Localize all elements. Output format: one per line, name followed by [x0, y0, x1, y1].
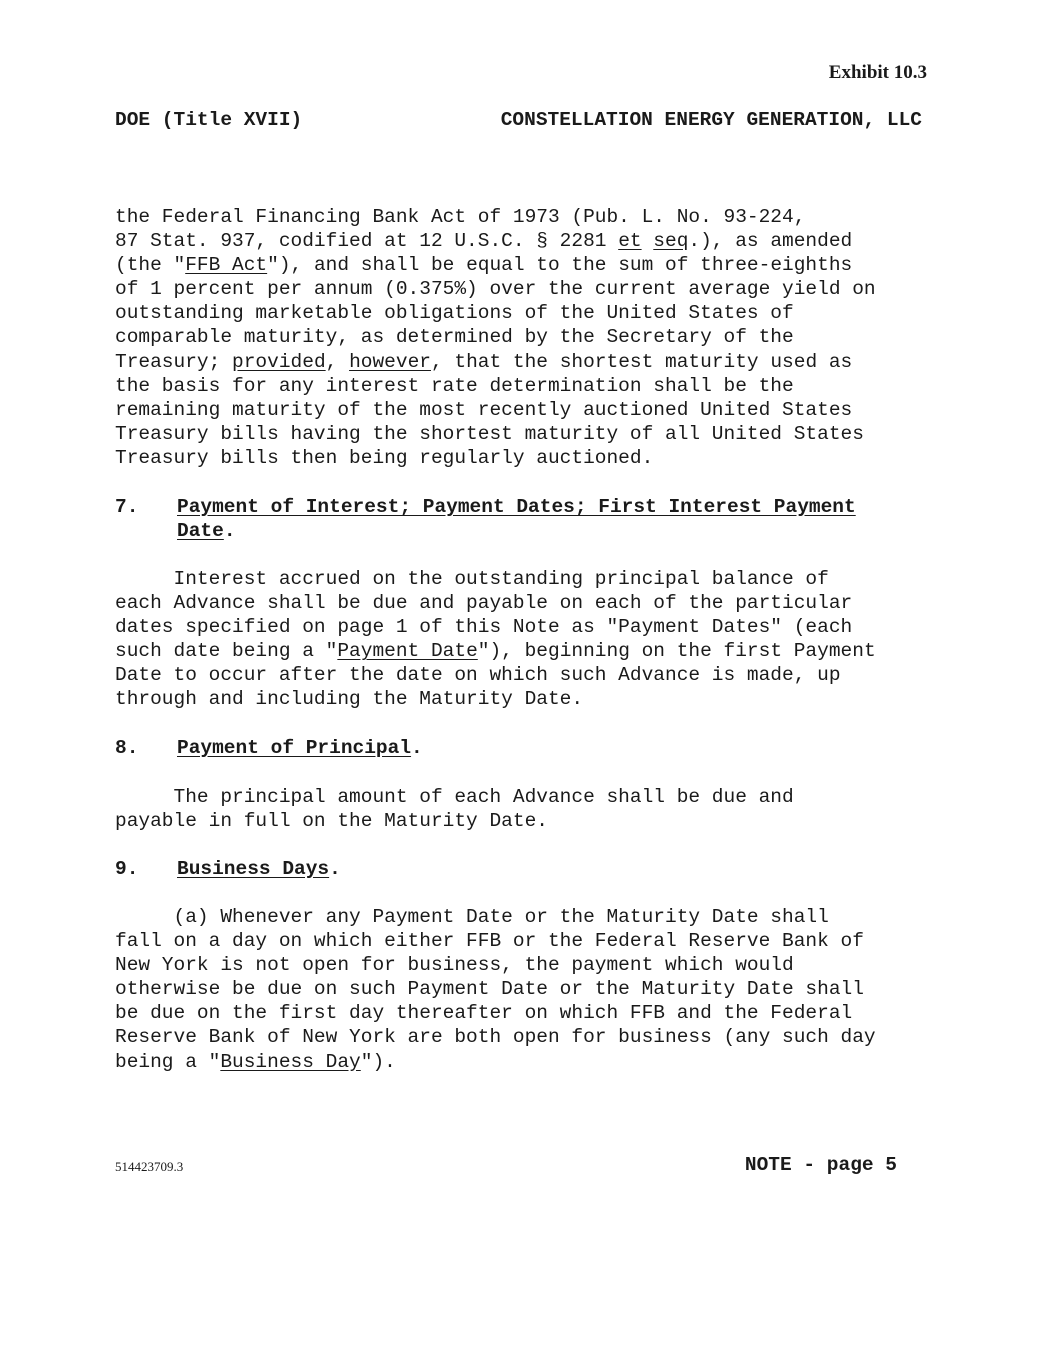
line: Interest accrued on the outstanding principal balance of — [115, 568, 829, 590]
header-right-company: CONSTELLATION ENERGY GENERATION, LLC — [500, 109, 922, 131]
line: the Federal Financing Bank Act of 1973 (Pub. L. No. 93-224, — [115, 206, 806, 228]
line-part: "), beginning on the first Payment — [477, 640, 876, 663]
line: Date to occur after the date on which such Advance is made, up — [115, 664, 841, 687]
document-id: 514423709.3 — [115, 1159, 184, 1174]
line: outstanding marketable obligations of the United States of — [115, 302, 794, 325]
section-title-period: . — [329, 858, 341, 880]
paragraph-payment-of-principal — [115, 785, 935, 833]
section-number: 8. — [115, 737, 139, 759]
section-title: Payment of Interest; Payment Dates; First Interest Payment — [177, 496, 856, 518]
section-title-period: . — [223, 520, 236, 543]
term-seq: seq — [653, 230, 689, 253]
line: Treasury bills having the shortest maturity of all United States — [115, 422, 864, 445]
paragraph-payment-of-interest — [115, 567, 935, 712]
section-title-cont: Date — [177, 520, 224, 543]
line: the basis for any interest rate determination shall be the — [115, 374, 794, 397]
line: be due on the first day thereafter on which FFB and the Federal — [115, 1002, 853, 1025]
defined-term-business-day: Business Day — [220, 1050, 361, 1073]
line-part: being a " — [115, 1050, 221, 1073]
line: 87 Stat. 937, codified at 12 U.S.C. § 2281 — [115, 230, 619, 253]
paragraph-interest-rate — [115, 205, 935, 470]
line: (a) Whenever any Payment Date or the Maturity Date shall — [115, 906, 829, 928]
term-et: et — [618, 230, 642, 253]
exhibit-label: Exhibit 10.3 — [828, 62, 927, 83]
line: dates specified on page 1 of this Note as "Payment Dates" (each — [115, 616, 853, 639]
line: remaining maturity of the most recently auctioned United States — [115, 398, 853, 421]
term-provided: provided — [232, 350, 326, 373]
line-part: "). — [360, 1050, 396, 1073]
line: payable in full on the Maturity Date. — [115, 810, 548, 833]
line: comparable maturity, as determined by the Secretary of the — [115, 326, 794, 349]
line-part: (the " — [115, 254, 186, 277]
section-9-heading — [115, 857, 341, 881]
line-part: , — [325, 350, 350, 373]
line: otherwise be due on such Payment Date or the Maturity Date shall — [115, 978, 864, 1001]
section-title: Business Days — [177, 858, 330, 880]
line: of 1 percent per annum (0.375%) over the current average yield on — [115, 278, 876, 301]
line-part: Treasury; — [115, 350, 233, 373]
line-part: , that the shortest maturity used as — [430, 350, 853, 373]
line: Treasury bills then being regularly auctioned. — [115, 446, 654, 469]
term-however: however — [349, 350, 431, 373]
line-part: .), as amended — [688, 230, 853, 253]
defined-term-ffb-act: FFB Act — [185, 254, 268, 277]
section-number: 7. — [115, 496, 139, 518]
line: Reserve Bank of New York are both open for business (any such day — [115, 1026, 876, 1049]
section-8-heading — [115, 736, 423, 760]
line: fall on a day on which either FFB or the Federal Reserve Bank of — [115, 930, 864, 953]
section-7-heading — [115, 495, 856, 543]
line-part — [642, 230, 654, 252]
header-left-title: DOE (Title XVII) — [115, 109, 303, 131]
section-number: 9. — [115, 858, 139, 880]
line: New York is not open for business, the payment which would — [115, 954, 794, 977]
line: each Advance shall be due and payable on each of the particular — [115, 592, 853, 615]
section-title-period: . — [411, 737, 423, 759]
page-number-label: NOTE - page 5 — [744, 1154, 897, 1176]
defined-term-payment-date: Payment Date — [337, 640, 478, 663]
paragraph-business-days — [115, 905, 935, 1074]
line-part: such date being a " — [115, 640, 338, 663]
section-title: Payment of Principal — [177, 737, 412, 759]
line: through and including the Maturity Date. — [115, 688, 584, 711]
line-part: "), and shall be equal to the sum of three-eighths — [267, 254, 853, 277]
line: The principal amount of each Advance shall be due and — [115, 786, 794, 808]
